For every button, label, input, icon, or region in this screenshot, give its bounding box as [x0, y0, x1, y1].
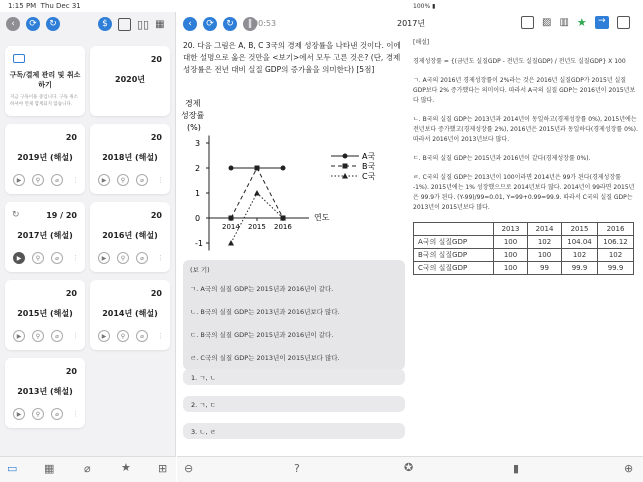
split-view-icon[interactable]	[521, 16, 534, 29]
x-axis-label: 연도	[314, 213, 330, 222]
search-icon[interactable]: ⚲	[32, 330, 44, 342]
legend-label: A국	[362, 152, 376, 161]
option-item: ㄷ. B국의 실질 GDP는 2015년과 2016년이 같다.	[190, 331, 334, 339]
x-tick-label: 2015	[248, 223, 266, 231]
search-icon[interactable]: ⚲	[32, 252, 44, 264]
panel-icon[interactable]	[617, 16, 630, 29]
attach-icon[interactable]: ⌀	[136, 252, 148, 264]
answer-choice[interactable]: 3. ㄴ, ㄹ	[183, 423, 405, 439]
explanation-para: ㄷ. B국의 실질 GDP는 2015년과 2016년이 같다(경제성장률 0%).	[413, 155, 591, 162]
back-icon[interactable]: ‹	[6, 17, 20, 31]
explanation-para: ㄹ. C국의 실질 GDP는 2013년이 100이라면 2014년은 99가 된다(경제성장률 -1%). 2015년에는 1% 성장했으므로 2014년보다 많다. 2014년이 99라면 2015년은 99.9가 된다. (Y-99)/99=0.01, Y=99+0.99=99.9. 따라서 C국의 실질 GDP는 2013년이 2015년보다 많다.	[413, 174, 635, 211]
left-panel	[0, 12, 176, 482]
star-icon[interactable]: ★	[576, 16, 587, 29]
play-icon[interactable]: ▶	[13, 252, 25, 264]
y-tick-label: -1	[195, 239, 203, 248]
data-point	[254, 190, 260, 196]
page-title: 2017년	[397, 19, 426, 28]
attach-icon[interactable]: ⌀	[51, 252, 63, 264]
legend-label: C국	[362, 172, 376, 181]
star-icon[interactable]: ✪	[404, 461, 414, 474]
explanation-para: ㄱ. A국의 2016년 경제성장률이 2%라는 것은 2016년 실질GDP가 2015년 실질GDP보다 2% 증가했다는 의미이다. 따라서 A국의 실질 GDP는 2016년이 2015년보다 많다.	[413, 77, 636, 104]
calendar-icon[interactable]: ▦	[44, 462, 55, 475]
more-icon[interactable]: ⋮	[72, 332, 79, 340]
answer-choice[interactable]: 2. ㄱ, ㄷ	[183, 396, 405, 412]
y-axis-label: 성장률	[181, 111, 205, 120]
status-bar	[0, 0, 643, 12]
card-title: 2013년 (해설)	[17, 387, 73, 396]
attach-icon[interactable]: ⌀	[51, 330, 63, 342]
legend-marker	[343, 164, 348, 169]
image-icon[interactable]: ▨	[542, 17, 552, 28]
option-item: ㄱ. A국의 실질 GDP는 2015년과 2016년이 같다.	[190, 285, 334, 293]
card-title: 2017년 (해설)	[17, 231, 73, 240]
left-tab-bar	[0, 456, 176, 482]
option-item: ㄹ. C국의 실질 GDP는 2013년이 2015년보다 많다.	[190, 354, 340, 362]
search-icon[interactable]: ⚲	[117, 174, 129, 186]
more-icon[interactable]: ⋮	[157, 332, 164, 340]
main-tab-bar	[177, 456, 643, 482]
grid-icon[interactable]: ▦	[155, 18, 165, 30]
credit-card-icon	[13, 54, 25, 63]
explanation-panel	[413, 38, 638, 275]
attach-icon[interactable]: ⌀	[136, 330, 148, 342]
choices-box	[183, 260, 405, 370]
y-tick-label: 0	[195, 214, 201, 223]
question-count: 20	[65, 133, 77, 142]
exam-card[interactable]	[90, 124, 170, 194]
star-icon[interactable]: ★	[121, 461, 131, 474]
question-count: 20	[65, 289, 77, 298]
next-arrow-icon[interactable]: ⊕	[624, 462, 634, 475]
history-icon: ↻	[12, 210, 20, 220]
help-icon[interactable]: ?	[294, 462, 300, 475]
status-date: Thu Dec 31	[40, 2, 81, 10]
folder-icon[interactable]: ▭	[7, 462, 18, 475]
explanation-para: 경제성장률 = {(금년도 실질GDP - 전년도 실질GDP) / 전년도 실질GDP} X 100	[413, 58, 626, 65]
card-title: 2015년 (해설)	[17, 309, 73, 318]
prev-arrow-icon[interactable]: ⊖	[184, 462, 194, 475]
data-point	[255, 166, 260, 171]
search-icon[interactable]: ⚲	[117, 330, 129, 342]
table-header-row: 2013 2014 2015 2016	[414, 223, 634, 236]
table-row: C국의 실질GDP 100 99 99.9 99.9	[414, 262, 634, 275]
question-count: 20	[150, 211, 162, 220]
next-icon[interactable]: →	[595, 16, 609, 29]
play-icon[interactable]: ▶	[98, 330, 110, 342]
status-time: 1:15 PM	[8, 2, 37, 10]
question-count: 20	[150, 133, 162, 142]
exam-card[interactable]	[90, 46, 170, 116]
book-icon[interactable]: ▯▯	[137, 17, 150, 31]
legend-marker	[343, 154, 348, 159]
card-title: 2014년 (해설)	[102, 309, 158, 318]
attach-icon[interactable]: ⌀	[51, 408, 63, 420]
question-count: 19 / 20	[46, 211, 77, 220]
y-tick-label: 3	[195, 139, 201, 148]
more-icon[interactable]: ⋮	[157, 254, 164, 262]
box-title: (보 기)	[190, 266, 210, 274]
play-icon[interactable]: ▶	[98, 174, 110, 186]
option-item: ㄴ. B국의 실질 GDP는 2013년과 2016년보다 많다.	[190, 308, 340, 316]
more-icon[interactable]: ⋮	[72, 254, 79, 262]
add-icon[interactable]: ⊞	[158, 462, 168, 475]
question-count: 20	[150, 289, 162, 298]
play-icon[interactable]: ▶	[13, 330, 25, 342]
subscription-card[interactable]	[5, 46, 85, 116]
layout-icon[interactable]: ▥	[559, 17, 569, 28]
book-icon[interactable]: ▮	[513, 462, 520, 475]
exam-card[interactable]	[5, 124, 85, 194]
explanation-para: ㄴ. B국의 실질 GDP는 2013년과 2014년이 동일하고(경제성장률 0%), 2015년에는 전년보다 증가했고(경제성장률 2%), 2016년은 2015년과 동일하다(경제성장률 0%). 따라서 2016년이 2013년보다 많다.	[413, 116, 638, 143]
play-icon[interactable]: ▶	[13, 174, 25, 186]
refresh-icon[interactable]: ↻	[223, 17, 237, 31]
question-count: 20	[65, 367, 77, 376]
attach-icon[interactable]: ⌀	[136, 174, 148, 186]
card-title: 2019년 (해설)	[17, 153, 73, 162]
data-point	[228, 240, 234, 246]
x-tick-label: 2016	[274, 223, 292, 231]
exam-card[interactable]	[90, 202, 170, 272]
exam-card[interactable]	[5, 280, 85, 350]
exam-card[interactable]	[5, 202, 85, 272]
card-title: 2016년 (해설)	[102, 231, 158, 240]
card-title: 2018년 (해설)	[102, 153, 158, 162]
purchase-icon[interactable]: $	[98, 17, 112, 31]
growth-chart	[179, 94, 404, 264]
gdp-table	[413, 222, 634, 275]
question-count: 20	[150, 55, 162, 64]
more-icon[interactable]: ⋮	[72, 176, 79, 184]
back-icon[interactable]: ‹	[183, 17, 197, 31]
sidebar-toggle-icon[interactable]	[118, 18, 131, 31]
more-icon[interactable]: ⋮	[157, 176, 164, 184]
y-axis-unit: (%)	[187, 123, 201, 132]
search-icon[interactable]: ⚲	[32, 408, 44, 420]
question-text: 20. 다음 그림은 A, B, C 3국의 경제 성장률을 나타낸 것이다. 이에 대한 설명으로 옳은 것만을 <보기>에서 모두 고른 것은? (단, 경제 성장률은 전년 대비 실질 GDP의 증가율을 의미한다) [5점]	[183, 41, 401, 74]
data-point	[281, 166, 286, 171]
explanation-header: [해설]	[413, 39, 430, 46]
table-row: B국의 실질GDP 100 100 102 102	[414, 249, 634, 262]
data-point	[229, 216, 234, 221]
y-axis-label: 경제	[185, 99, 201, 108]
exam-card[interactable]	[5, 358, 85, 428]
table-row: A국의 실질GDP 100 102 104.04 106.12	[414, 236, 634, 249]
card-title: 2020년	[115, 75, 145, 84]
attach-icon[interactable]: ⌀	[84, 462, 91, 475]
sync-icon[interactable]: ⟳	[203, 17, 217, 31]
play-icon[interactable]: ▶	[98, 252, 110, 264]
data-point	[229, 166, 234, 171]
y-tick-label: 1	[195, 189, 201, 198]
card-title: 구독/결제 관리 및 취소하기	[9, 71, 81, 89]
refresh-icon[interactable]: ↻	[46, 17, 60, 31]
attach-icon[interactable]: ⌀	[51, 174, 63, 186]
sync-icon[interactable]: ⟳	[26, 17, 40, 31]
legend-label: B국	[362, 162, 376, 171]
y-tick-label: 2	[195, 164, 201, 173]
play-icon[interactable]: ▶	[13, 408, 25, 420]
search-icon[interactable]: ⚲	[117, 252, 129, 264]
battery-indicator: 100% ▮	[413, 3, 436, 10]
answer-choice[interactable]: 1. ㄱ, ㄴ	[183, 369, 405, 385]
more-icon[interactable]: ⋮	[72, 410, 79, 418]
exam-card[interactable]	[90, 280, 170, 350]
x-tick-label: 2014	[222, 223, 240, 231]
pause-icon[interactable]: ‖	[243, 17, 257, 31]
timer: 00:53	[253, 19, 277, 28]
search-icon[interactable]: ⚲	[32, 174, 44, 186]
card-subtitle: 지금 구독이용 중입니다. 구독 취소 하셔야 면제 합계되지 않습니다.	[10, 95, 79, 107]
